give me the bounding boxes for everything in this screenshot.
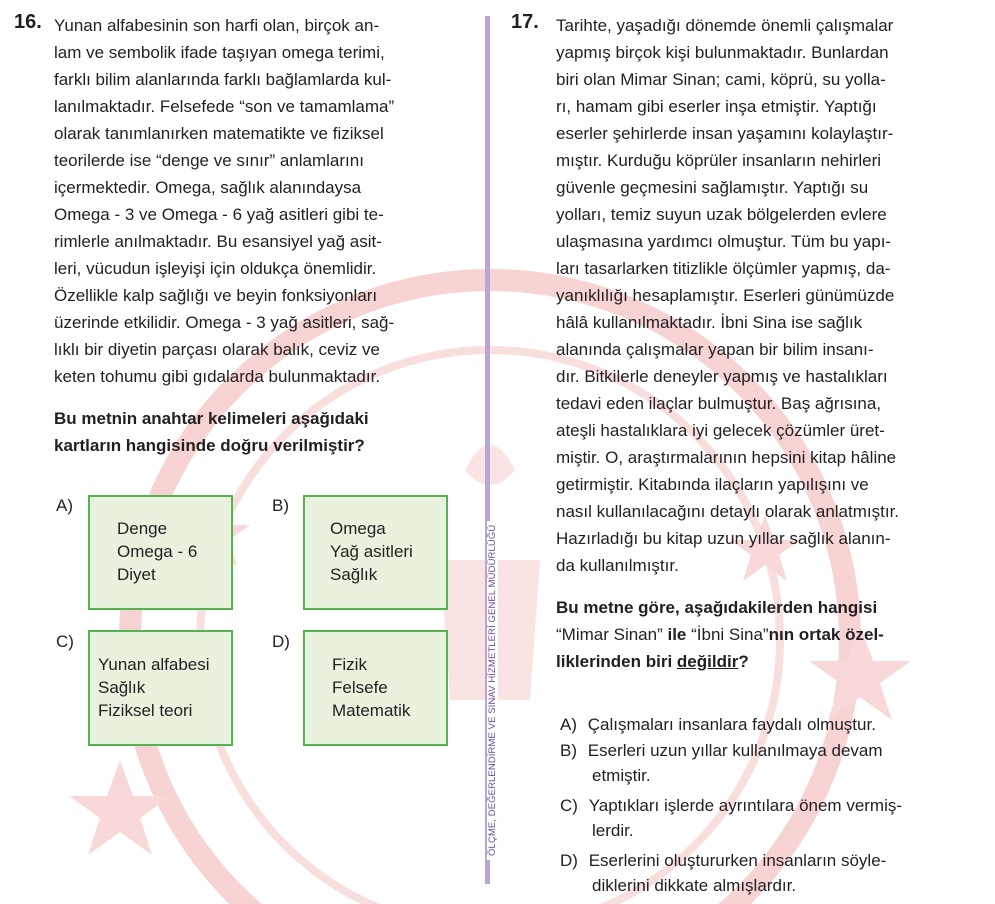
option-c-line-2: Sağlık — [98, 678, 146, 697]
option-b-card[interactable] — [303, 495, 448, 610]
question-17-passage-line: güvenle geçmesini sağlamıştır. Yaptığı su — [556, 178, 869, 197]
question-17-prompt-line-3: liklerinden biri değildir? — [556, 652, 749, 671]
answer-b-text-1: Eserleri uzun yıllar kullanılmaya devam — [587, 741, 883, 760]
answer-d-text-1: Eserlerini oluştururken insanların söyle- — [588, 851, 887, 870]
question-16-prompt-line: Bu metnin anahtar kelimeleri aşağıdaki — [54, 409, 369, 428]
question-16-passage-line: Omega - 3 ve Omega - 6 yağ asitleri gibi te- — [54, 205, 384, 224]
question-16-prompt — [54, 405, 369, 459]
question-17-passage-line: alanında çalışmalar yapan bir bilim insanı- — [556, 340, 874, 359]
answer-b-text-2: etmiştir. — [592, 766, 651, 785]
answer-c-letter: C) — [560, 796, 578, 815]
answer-c-text-1: Yaptıkları işlerde ayrıntılara önem vermiş- — [588, 796, 903, 815]
question-17-passage-line: yapmış birçok kişi bulunmaktadır. Bunlardan — [556, 43, 889, 62]
answer-d-text-2: diklerini dikkate almışlardır. — [592, 876, 797, 895]
option-a-card[interactable] — [88, 495, 233, 610]
answer-a[interactable] — [560, 712, 876, 737]
answer-b-letter: B) — [560, 741, 577, 760]
question-17-passage-line: ateşli hastalıklara iyi gelecek çözümler üret- — [556, 421, 885, 440]
answer-c[interactable] — [560, 793, 902, 843]
option-a-letter: A) — [56, 496, 73, 515]
option-a-line-1: Denge — [117, 519, 168, 538]
negation-word: değildir — [676, 652, 739, 671]
question-16-passage — [54, 12, 394, 390]
question-16-passage-line: lam ve sembolik ifade taşıyan omega terimi, — [54, 43, 385, 62]
option-c-card[interactable] — [88, 630, 233, 746]
option-b-line-3: Sağlık — [330, 565, 378, 584]
option-c-line-1: Yunan alfabesi — [98, 655, 210, 674]
question-16-prompt-line: kartların hangisinde doğru verilmiştir? — [54, 436, 365, 455]
question-16-number: 16. — [14, 11, 42, 33]
question-17-passage-line: yanıklılığı hesaplamıştır. Eserleri günümüzde — [556, 286, 895, 305]
question-16-passage-line: leri, vücudun işleyişi için oldukça önemlidir. — [54, 259, 377, 278]
answer-c-text-2: lerdir. — [592, 821, 634, 840]
option-d-line-2: Felsefe — [332, 678, 388, 697]
option-c-letter: C) — [56, 632, 74, 651]
option-d-card[interactable] — [303, 630, 448, 746]
question-17-passage-line: Tarihte, yaşadığı dönemde önemli çalışmalar — [556, 16, 894, 35]
question-17-passage-line: yolları, temiz suyun uzak bölgelerden evlere — [556, 205, 887, 224]
question-16-passage-line: lıklı bir diyetin parçası olarak balık, ceviz ve — [54, 340, 380, 359]
option-a-line-3: Diyet — [117, 565, 156, 584]
answer-d[interactable] — [560, 848, 886, 898]
question-16-passage-line: içermektedir. Omega, sağlık alanındaysa — [54, 178, 362, 197]
question-17-passage — [556, 12, 899, 579]
question-17-number: 17. — [511, 11, 539, 33]
option-b-line-2: Yağ asitleri — [330, 542, 413, 561]
question-16-passage-line: olarak tanımlanırken matematikte ve fiziksel — [54, 124, 384, 143]
question-16-passage-line: Özellikle kalp sağlığı ve beyin fonksiyonları — [54, 286, 378, 305]
question-17-prompt-line-2: “Mimar Sinan” ile “İbni Sina”nın ortak özel- — [556, 625, 884, 644]
question-17-passage-line: dır. Bitkilerle deneyler yapmış ve hastalıkları — [556, 367, 888, 386]
question-16-passage-line: Yunan alfabesinin son harfi olan, birçok an- — [54, 16, 380, 35]
question-17-passage-line: tedavi eden ilaçlar bulmuştur. Baş ağrısına, — [556, 394, 882, 413]
question-17-passage-line: eserler şehirlerde insan yaşamını kolaylaştır- — [556, 124, 894, 143]
answer-d-letter: D) — [560, 851, 578, 870]
option-b-line-1: Omega — [330, 519, 386, 538]
question-17-passage-line: Hazırladığı bu kitap uzun yıllar sağlık alanın- — [556, 529, 891, 548]
question-17-passage-line: hâlâ kullanılmaktadır. İbni Sina ise sağlık — [556, 313, 863, 332]
question-16-passage-line: keten tohumu gibi gıdalarda bulunmaktadır. — [54, 367, 381, 386]
answer-b[interactable] — [560, 738, 883, 788]
option-d-line-1: Fizik — [332, 655, 367, 674]
option-d-letter: D) — [272, 632, 290, 651]
option-b-letter: B) — [272, 496, 289, 515]
answer-a-text: Çalışmaları insanlara faydalı olmuştur. — [587, 715, 876, 734]
question-16-passage-line: rimlerle anılmaktadır. Bu esansiyel yağ asit- — [54, 232, 382, 251]
question-17-passage-line: getirmiştir. Kitabında ilaçların yapılışını ve — [556, 475, 869, 494]
question-16-passage-line: farklı bilim alanlarında farklı bağlamlarda kul- — [54, 70, 392, 89]
option-c-line-3: Fiziksel teori — [98, 701, 193, 720]
question-17-passage-line: biri olan Mimar Sinan; cami, köprü, su yolla- — [556, 70, 886, 89]
question-16-passage-line: üzerinde etkilidir. Omega - 3 yağ asitleri, sağ- — [54, 313, 395, 332]
question-17-passage-line: da kullanılmıştır. — [556, 556, 679, 575]
question-17-prompt — [556, 594, 884, 675]
option-a-line-2: Omega - 6 — [117, 542, 198, 561]
question-16-passage-line: teorilerde ise “denge ve sınır” anlamlarını — [54, 151, 364, 170]
question-17-passage-line: ları tasarlarken titizlikle ölçümler yapmış, da- — [556, 259, 891, 278]
question-17-prompt-line-1: Bu metne göre, aşağıdakilerden hangisi — [556, 598, 878, 617]
question-17-passage-line: mıştır. Kurduğu köprüler insanların nehirleri — [556, 151, 882, 170]
question-17-passage-line: nasıl kullanılacağını detaylı olarak anlatmıştır. — [556, 502, 900, 521]
answer-a-letter: A) — [560, 715, 577, 734]
divider-label: ÖLÇME, DEĞERLENDİRME VE SINAV HİZMETLERİ GENEL MÜDÜRLÜĞÜ — [487, 521, 498, 860]
question-17-passage-line: rı, hamam gibi eserler inşa etmiştir. Yaptığı — [556, 97, 877, 116]
question-16-passage-line: lanılmaktadır. Felsefede “son ve tamamlama” — [54, 97, 395, 116]
question-17-passage-line: miştir. O, araştırmalarının hepsini kitap hâline — [556, 448, 897, 467]
question-17-passage-line: ulaşmasına yardımcı olmuştur. Tüm bu yapı- — [556, 232, 892, 251]
option-d-line-3: Matematik — [332, 701, 411, 720]
